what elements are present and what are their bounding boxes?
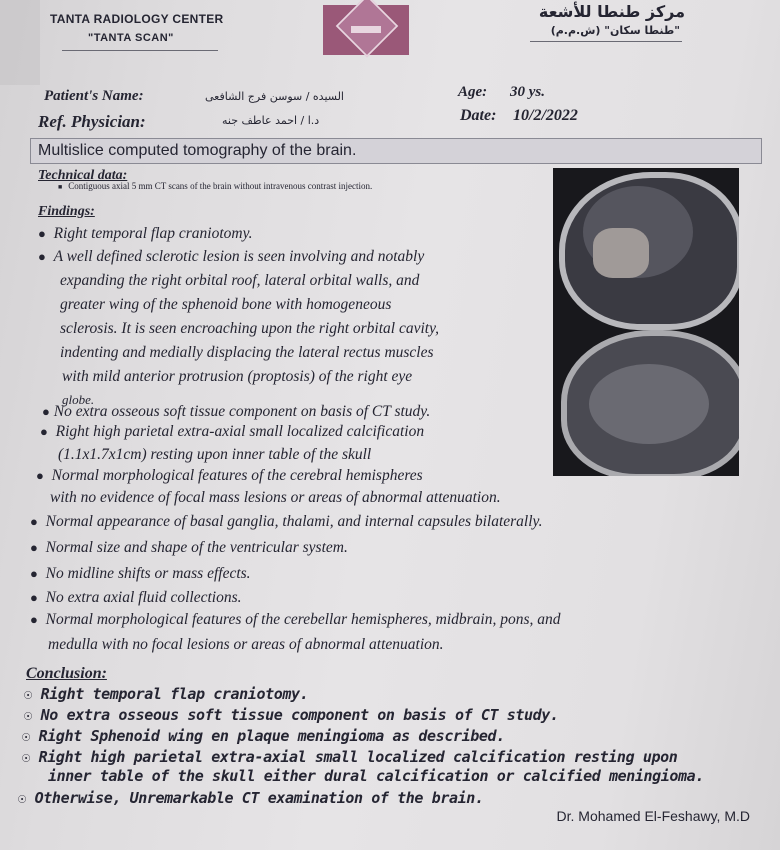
center-subtitle-ar: "طنطا سكان" (ش.م.م) [550, 24, 680, 37]
bullet-icon: ● [30, 540, 38, 555]
patient-name-label: Patient's Name: [44, 88, 144, 104]
finding-line: ● No extra axial fluid collections. [30, 589, 242, 606]
circle-bullet-icon: ☉ [24, 708, 33, 724]
finding-line: globe. [62, 392, 95, 407]
center-name-ar: مركز طنطا للأشعة [538, 2, 685, 21]
header-rule-left [62, 50, 218, 51]
finding-line: sclerosis. It is seen encroaching upon the right orbital cavity, [60, 320, 439, 337]
circle-bullet-icon: ☉ [22, 750, 31, 766]
findings-heading: Findings: [38, 204, 95, 219]
bullet-icon: ● [40, 424, 48, 439]
conclusion-line: inner table of the skull either dural calcification or calcified meningioma. [48, 767, 704, 785]
conclusion-heading: Conclusion: [26, 665, 107, 682]
conclusion-line: ☉ Right high parietal extra-axial small localized calcification resting upon [22, 748, 678, 766]
bullet-icon: ● [30, 590, 38, 605]
finding-line: ● Right high parietal extra-axial small localized calcification [40, 423, 425, 440]
finding-line: ● No midline shifts or mass effects. [30, 565, 251, 582]
bullet-icon: ■ [58, 183, 63, 191]
finding-line: greater wing of the sphenoid bone with homogeneous [60, 296, 392, 313]
technical-item-text: Contiguous axial 5 mm CT scans of the brain without intravenous contrast injection. [68, 181, 373, 191]
finding-line: ● Normal size and shape of the ventricular system. [30, 539, 348, 556]
finding-line: with mild anterior protrusion (proptosis) of the right eye [62, 368, 413, 385]
finding-line: ● A well defined sclerotic lesion is seen involving and notably [38, 248, 425, 265]
circle-bullet-icon: ☉ [24, 687, 33, 703]
bullet-icon: ● [38, 249, 46, 264]
finding-line: ● Normal morphological features of the cerebellar hemispheres, midbrain, pons, and [30, 611, 561, 628]
conclusion-line: ☉ Right temporal flap craniotomy. [24, 685, 309, 703]
ct-scan-image [553, 168, 739, 476]
bullet-icon: ● [42, 404, 50, 419]
bullet-icon: ● [38, 226, 46, 241]
center-subtitle-en: "TANTA SCAN" [88, 32, 174, 44]
conclusion-line: ☉ Right Sphenoid wing en plaque meningioma as described. [22, 727, 505, 745]
circle-bullet-icon: ☉ [22, 729, 31, 745]
header-rule-right [530, 41, 682, 42]
age-value: 30 ys. [510, 84, 545, 100]
finding-line: (1.1x1.7x1cm) resting upon inner table of the skull [58, 446, 372, 463]
page-corner-shadow [0, 0, 40, 85]
bullet-icon: ● [30, 566, 38, 581]
date-label: Date: [460, 107, 497, 124]
bullet-icon: ● [30, 612, 38, 627]
technical-item [58, 181, 372, 191]
bullet-icon: ● [30, 514, 38, 529]
patient-name-value: السيده / سوسن فرج الشافعى [205, 90, 344, 103]
finding-line: ● Normal morphological features of the cerebral hemispheres [36, 467, 423, 484]
signature: Dr. Mohamed El-Feshawy, M.D [556, 808, 750, 824]
finding-line: with no evidence of focal mass lesions or areas of abnormal attenuation. [50, 489, 501, 506]
physician-label: Ref. Physician: [38, 112, 146, 131]
center-name-en: TANTA RADIOLOGY CENTER [50, 12, 224, 26]
circle-bullet-icon: ☉ [18, 791, 27, 807]
physician-value: د.ا / احمد عاطف جنه [222, 114, 320, 127]
finding-line: ● No extra osseous soft tissue component on basis of CT study. [42, 403, 431, 420]
report-title: Multislice computed tomography of the brain. [38, 142, 357, 159]
center-logo [323, 5, 409, 55]
date-value: 10/2/2022 [513, 107, 578, 124]
finding-line: medulla with no focal lesions or areas of abnormal attenuation. [48, 636, 444, 653]
finding-line: expanding the right orbital roof, lateral orbital walls, and [60, 272, 420, 289]
bullet-icon: ● [36, 468, 44, 483]
finding-line: ● Right temporal flap craniotomy. [38, 225, 253, 242]
finding-line: indenting and medially displacing the lateral rectus muscles [60, 344, 434, 361]
technical-heading: Technical data: [38, 168, 128, 183]
conclusion-line: ☉ No extra osseous soft tissue component on basis of CT study. [24, 706, 559, 724]
age-label: Age: [458, 84, 488, 100]
conclusion-line: ☉ Otherwise, Unremarkable CT examination of the brain. [18, 789, 484, 807]
finding-line: ● Normal appearance of basal ganglia, thalami, and internal capsules bilaterally. [30, 513, 543, 530]
